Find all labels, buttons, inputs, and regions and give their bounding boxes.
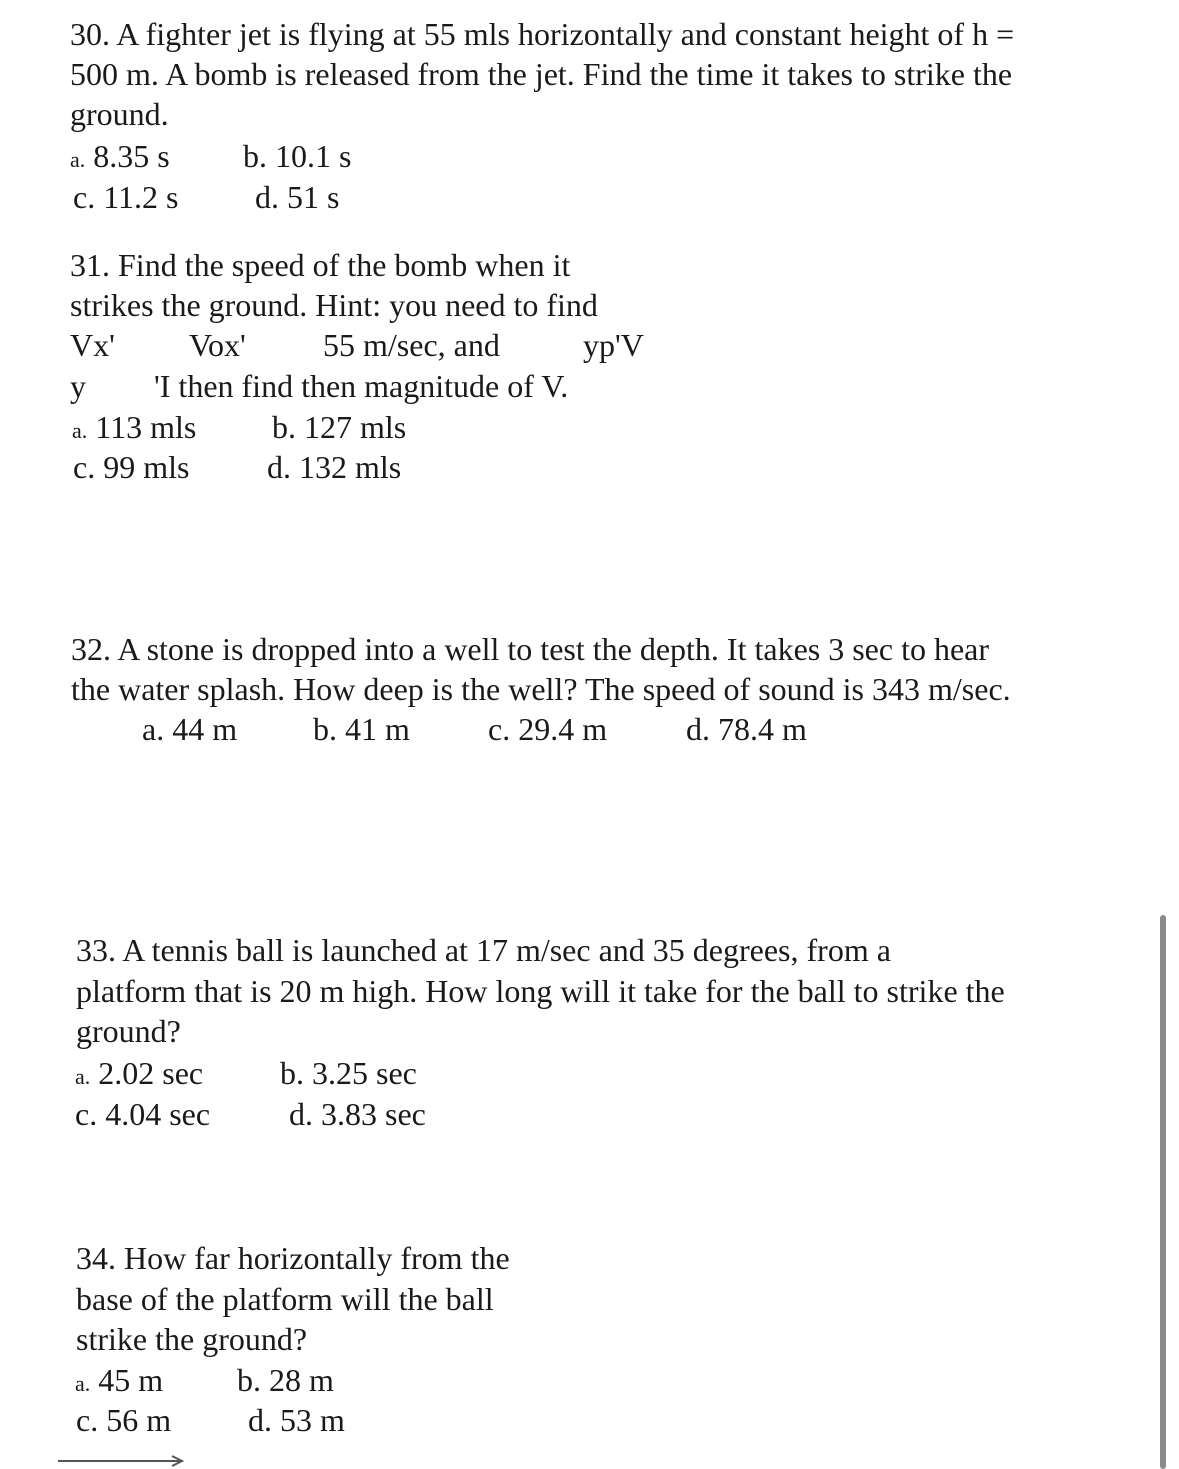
q34-line-2: base of the platform will the ball <box>76 1281 494 1317</box>
q31-vx: Vx' <box>70 327 115 363</box>
q34-option-c: c. 56 m <box>76 1402 172 1438</box>
q33-line-1: 33. A tennis ball is launched at 17 m/sec and 35 degrees, from a <box>76 932 891 968</box>
q34-option-a <box>75 1360 163 1404</box>
q31-line-3-mid: 55 m/sec, and <box>323 327 500 363</box>
arrow-icon <box>58 1454 188 1468</box>
q31-option-b: b. 127 mls <box>272 409 407 445</box>
q30-option-a-letter: a. <box>70 147 86 172</box>
q31-option-d: d. 132 mls <box>267 449 402 485</box>
q32-line-2: the water splash. How deep is the well? The speed of sound is 343 m/sec. <box>71 671 1011 707</box>
q32-option-b: b. 41 m <box>313 711 410 747</box>
q32-option-d: d. 78.4 m <box>686 711 807 747</box>
q33-line-2: platform that is 20 m high. How long will it take for the ball to strike the <box>76 973 1005 1009</box>
q34-line-3: strike the ground? <box>76 1321 308 1357</box>
q30-line-2: 500 m. A bomb is released from the jet. Find the time it takes to strike the <box>70 56 1013 92</box>
q32-line-1: 32. A stone is dropped into a well to test the depth. It takes 3 sec to hear <box>71 631 990 667</box>
q31-vyp: yp'V <box>583 327 644 363</box>
q32-option-c: c. 29.4 m <box>488 711 608 747</box>
q33-line-3: ground? <box>76 1013 181 1049</box>
q32-option-a: a. 44 m <box>142 711 238 747</box>
q31-line-4: 'I then find then magnitude of V. <box>154 368 569 404</box>
q33-option-a-value: 2.02 sec <box>98 1055 204 1091</box>
q30-option-a <box>70 136 170 180</box>
vertical-scrollbar[interactable] <box>1160 915 1166 1469</box>
q31-option-a-value: 113 mls <box>95 409 197 445</box>
q31-y: y <box>70 368 86 404</box>
q34-option-a-value: 45 m <box>98 1362 164 1398</box>
q31-line-2: strikes the ground. Hint: you need to find <box>70 287 598 323</box>
q33-option-c: c. 4.04 sec <box>75 1096 211 1132</box>
q31-option-a-letter: a. <box>72 418 88 443</box>
q31-vox: Vox' <box>189 327 246 363</box>
q33-option-a-letter: a. <box>75 1064 91 1089</box>
q33-option-b: b. 3.25 sec <box>280 1055 417 1091</box>
q30-line-3: ground. <box>70 96 169 132</box>
q30-option-a-value: 8.35 s <box>93 138 170 174</box>
q30-option-b: b. 10.1 s <box>243 138 352 174</box>
q34-option-b: b. 28 m <box>237 1362 334 1398</box>
q34-option-d: d. 53 m <box>248 1402 345 1438</box>
q31-line-1: 31. Find the speed of the bomb when it <box>70 247 571 283</box>
q34-line-1: 34. How far horizontally from the <box>76 1240 510 1276</box>
q33-option-a <box>75 1053 203 1097</box>
q34-option-a-letter: a. <box>75 1371 91 1396</box>
q33-option-d: d. 3.83 sec <box>289 1096 426 1132</box>
q31-option-c: c. 99 mls <box>73 449 190 485</box>
q30-option-d: d. 51 s <box>255 179 340 215</box>
q30-line-1: 30. A fighter jet is flying at 55 mls horizontally and constant height of h = <box>70 16 1015 52</box>
q31-option-a <box>72 407 196 451</box>
q30-option-c: c. 11.2 s <box>73 179 179 215</box>
